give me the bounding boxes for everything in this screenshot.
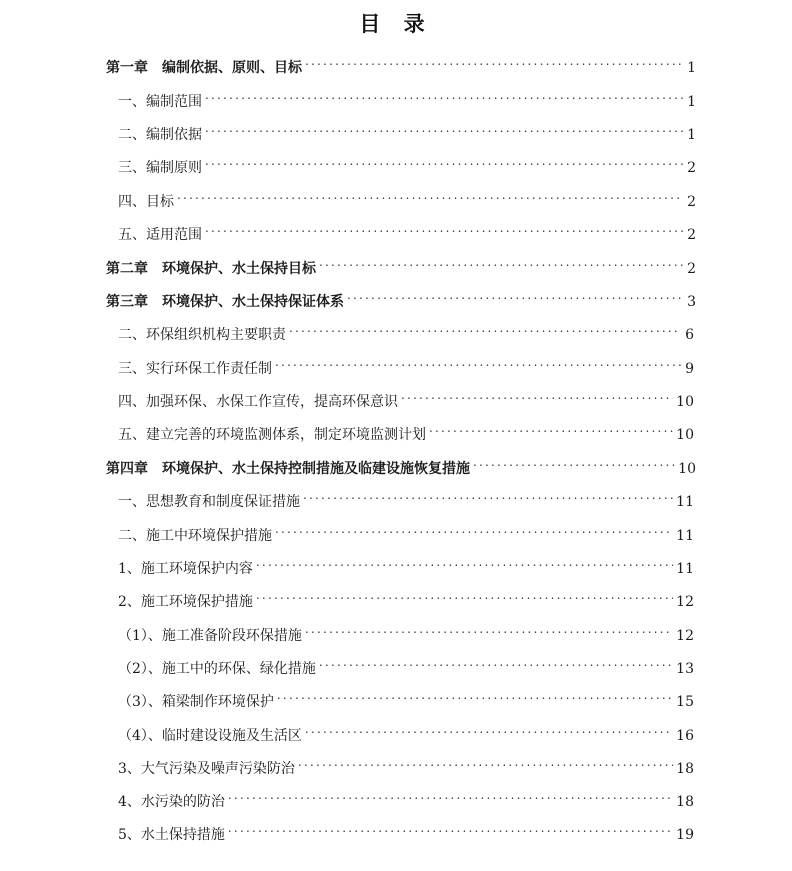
dot-leader xyxy=(429,417,673,439)
toc-entry-section[interactable] xyxy=(118,784,694,810)
toc-entry-page: 19 xyxy=(676,827,694,843)
toc-entry-page: 2 xyxy=(687,160,696,176)
toc-entry-page: 18 xyxy=(676,794,694,810)
toc-entry-page: 3 xyxy=(687,294,696,310)
dot-leader xyxy=(305,618,673,640)
toc-entry-label: （4）、临时建设设施及生活区 xyxy=(118,728,302,744)
toc-entry-page: 2 xyxy=(687,227,696,243)
toc-entry-label: 一、编制范围 xyxy=(118,94,202,110)
toc-entry-page: 11 xyxy=(676,528,694,544)
toc-entry-label: 三、实行环保工作责任制 xyxy=(118,361,272,377)
toc-entry-label: （3）、箱梁制作环境保护 xyxy=(118,694,274,710)
dot-leader xyxy=(305,50,683,72)
toc-entry-label: 3、大气污染及噪声污染防治 xyxy=(118,761,295,777)
toc-entry-section[interactable] xyxy=(118,117,696,143)
dot-leader xyxy=(205,84,683,106)
toc-entry-section[interactable] xyxy=(118,417,694,443)
toc-entry-page: 10 xyxy=(676,394,694,410)
toc-entry-page: 11 xyxy=(676,561,694,577)
dot-leader xyxy=(256,551,673,573)
dot-leader xyxy=(305,718,673,740)
toc-entry-label: （1）、施工准备阶段环保措施 xyxy=(118,628,302,644)
toc-entry-label: 五、建立完善的环境监测体系，制定环境监测计划 xyxy=(118,427,426,443)
toc-entry-section[interactable] xyxy=(118,518,694,544)
dot-leader xyxy=(205,117,683,139)
toc-entry-label: 四、目标 xyxy=(118,194,174,210)
toc-entry-page: 1 xyxy=(687,127,696,143)
toc-entry-chapter-3[interactable] xyxy=(106,284,696,310)
dot-leader xyxy=(277,684,673,706)
toc-entry-label: 1、施工环境保护内容 xyxy=(118,561,253,577)
dot-leader xyxy=(256,584,673,606)
toc-entry-page: 18 xyxy=(676,761,694,777)
toc-entry-label: 二、编制依据 xyxy=(118,127,202,143)
toc-entry-section[interactable] xyxy=(118,317,694,343)
toc-entry-label: 一、思想教育和制度保证措施 xyxy=(118,494,300,510)
toc-entry-label: 4、水污染的防治 xyxy=(118,794,225,810)
toc-entry-section[interactable] xyxy=(118,584,694,610)
toc-entry-chapter-2[interactable] xyxy=(106,251,696,277)
toc-entry-section[interactable] xyxy=(118,484,694,510)
toc-entry-page: 9 xyxy=(685,361,694,377)
toc-title: 目 录 xyxy=(359,11,433,36)
toc-entry-page: 10 xyxy=(678,461,696,477)
toc-entry-section[interactable] xyxy=(118,351,694,377)
dot-leader xyxy=(473,451,675,473)
dot-leader xyxy=(319,251,683,273)
dot-leader xyxy=(205,217,683,239)
toc-entry-label: （2）、施工中的环保、绿化措施 xyxy=(118,661,316,677)
dot-leader xyxy=(401,384,673,406)
toc-entry-label: 第二章 环境保护、水土保持目标 xyxy=(106,261,316,277)
toc-entry-label: 第三章 环境保护、水土保持保证体系 xyxy=(106,294,344,310)
toc-entry-page: 1 xyxy=(687,60,696,76)
dot-leader xyxy=(177,184,683,206)
dot-leader xyxy=(275,518,673,540)
toc-entry-label: 四、加强环保、水保工作宣传，提高环保意识 xyxy=(118,394,398,410)
toc-entry-chapter-1[interactable] xyxy=(106,50,696,76)
dot-leader xyxy=(303,484,673,506)
toc-entry-label: 5、水土保持措施 xyxy=(118,827,225,843)
toc-entry-page: 16 xyxy=(676,728,694,744)
toc-entry-page: 2 xyxy=(687,194,696,210)
dot-leader xyxy=(319,651,673,673)
dot-leader xyxy=(228,817,673,839)
toc-entry-chapter-4[interactable] xyxy=(106,451,696,477)
toc-entry-subsection[interactable] xyxy=(118,718,694,744)
toc-entry-page: 15 xyxy=(676,694,694,710)
toc-entry-section[interactable] xyxy=(118,84,696,110)
toc-entry-page: 1 xyxy=(687,94,696,110)
toc-entry-section[interactable] xyxy=(118,817,694,843)
dot-leader xyxy=(347,284,683,306)
toc-entry-label: 2、施工环境保护措施 xyxy=(118,594,253,610)
toc-entry-page: 11 xyxy=(676,494,694,510)
toc-entry-label: 二、施工中环境保护措施 xyxy=(118,528,272,544)
dot-leader xyxy=(298,751,673,773)
toc-entry-section[interactable] xyxy=(118,551,694,577)
toc-entry-section[interactable] xyxy=(118,217,696,243)
dot-leader xyxy=(289,317,681,339)
toc-entry-section[interactable] xyxy=(118,384,694,410)
toc-entry-label: 第一章 编制依据、原则、目标 xyxy=(106,60,302,76)
toc-entry-subsection[interactable] xyxy=(118,618,694,644)
toc-entry-section[interactable] xyxy=(118,751,694,777)
toc-entry-page: 13 xyxy=(676,661,694,677)
toc-entry-section[interactable] xyxy=(118,184,696,210)
toc-entry-section[interactable] xyxy=(118,150,696,176)
toc-entry-page: 10 xyxy=(676,427,694,443)
toc-entry-label: 第四章 环境保护、水土保持控制措施及临建设施恢复措施 xyxy=(106,461,470,477)
dot-leader xyxy=(205,150,683,172)
toc-entry-subsection[interactable] xyxy=(118,651,694,677)
toc-entry-page: 12 xyxy=(676,628,694,644)
toc-entry-label: 三、编制原则 xyxy=(118,160,202,176)
dot-leader xyxy=(275,351,681,373)
toc-entry-page: 6 xyxy=(685,327,694,343)
toc-entry-subsection[interactable] xyxy=(118,684,694,710)
toc-entry-page: 2 xyxy=(687,261,696,277)
dot-leader xyxy=(228,784,673,806)
toc-entry-page: 12 xyxy=(676,594,694,610)
toc-entry-label: 二、环保组织机构主要职责 xyxy=(118,327,286,343)
toc-entry-label: 五、适用范围 xyxy=(118,227,202,243)
